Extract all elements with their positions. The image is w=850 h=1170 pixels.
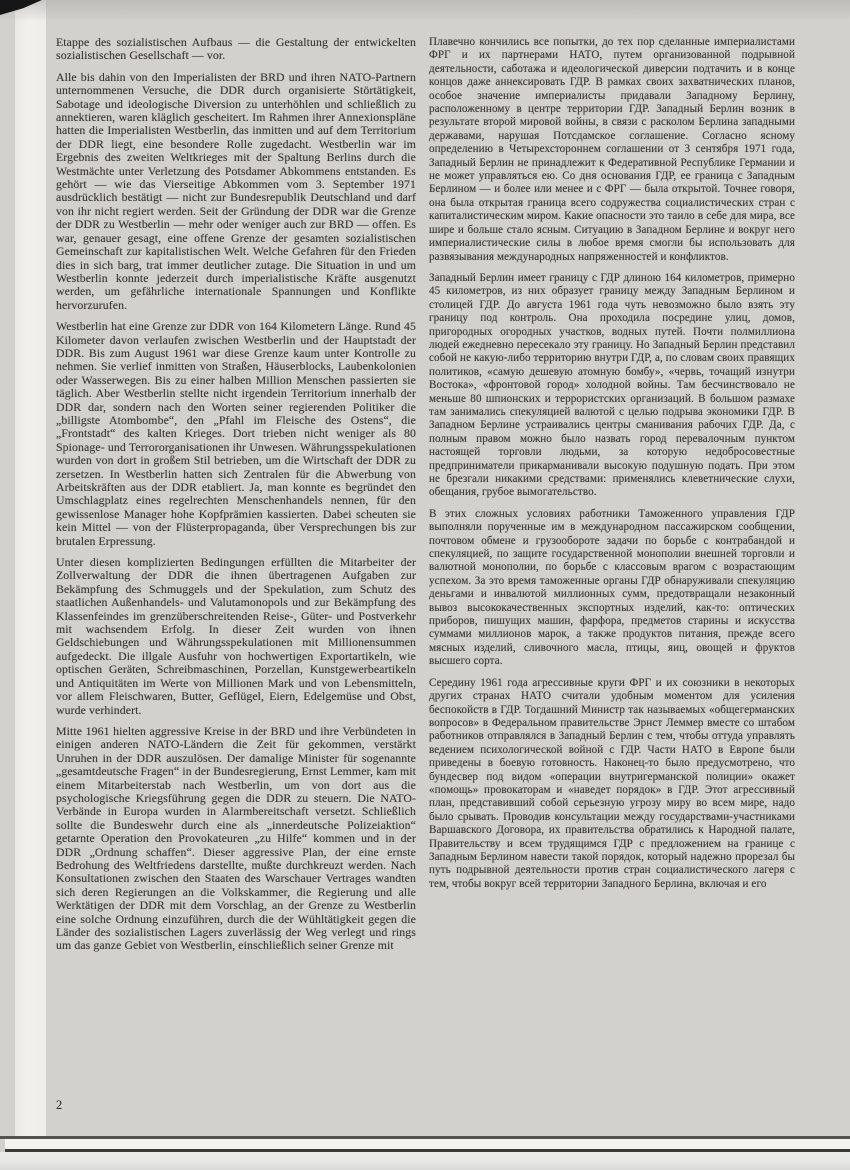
russian-paragraph: Западный Берлин имеет границу с ГДР длиною 164 километров, примерно 45 километров, из них образует границу между Западным Берлином и столицей ГДР. До августа 1961 года чуть невозможно было взять эту границу под контроль. Она проходила посредине улиц, домов, пригородных огородных участков, водных путей. Почти полмиллиона людей ежедневно пересекало эту границу. Но Западный Берлин представил собой не какую-либо территорию внутри ГДР, а, по словам своих правящих политиков, «самую дешевую атомную бомбу», «червь, точащий изнутри Востока», «фронтовой город» холодной войны. Там бесчинствовало не меньше 80 шпионских и террористских организаций. В большом размахе там занимались спекуляцией валютой с целью подрыва экономики ГДР. В Западном Берлине устраивались центры сманивания рабочих ГДР. Да, с полным правом можно было назвать город перевалочным пунктом настоящей торговли людьми, за которую недобросовестные предприниматели прикарманивали высокую подушную подать. При этом не брезгали никакими средствами: применялись клеветнические слухи, обещания, грубое вымогательство. [429, 271, 795, 499]
german-paragraph: Unter diesen komplizierten Bedingungen erfüllten die Mitarbeiter der Zollverwaltung der DDR die ihnen übertragenen Aufgaben zur Bekämpfung des Schmuggels und der Spekulation, zum Schutz des staatlichen Außenhandels- und Valutamonopols und zur Bekämpfung des Klassenfeindes im grenzüberschreitenden Reise-, Güter- und Postverkehr mit wachsendem Erfolg. In dieser Zeit wurden von ihnen Geldschiebungen und Währungsspekulationen mit Millionensummen aufgedeckt. Die illgale Ausfuhr von hochwertigen Exportartikeln, wie optischen Geräten, Schreibmaschinen, Porzellan, Kunstgewerbeartikeln und Antiquitäten im Werte von Millionen Mark und von Lebensmitteln, vor allem Fleischwaren, Butter, Geflügel, Eiern, Edelgemüse und Obst, wurde verhindert. [56, 555, 416, 717]
russian-paragraph: В этих сложных условиях работники Таможенного управления ГДР выполняли порученные им в международном пассажирском сообщении, почтовом обмене и грузообороте задачи по борьбе с контрабандой и спекуляцией, по защите государственной монополии внешней торговли и валютной монополии, по борьбе с классовым врагом с возрастающим успехом. За это время таможенные органы ГДР обнаруживали спекуляцию деньгами и инвалютой миллионных сумм, предотвращали незаконный вывоз высококачественных экспортных изделий, как-то: оптических приборов, пишущих машин, фарфора, предметов старины и искусства суммами миллионов марок, а также продуктов питания, прежде всего мясных изделий, сливочного масла, птицы, яиц, овощей и фруктов высшего сорта. [429, 507, 795, 668]
russian-paragraph: Плавечно кончились все попытки, до тех пор сделанные империалистами ФРГ и их партнерами НАТО, путем организованной подрывной деятельности, саботажа и идеологической диверсии подтачить и в конце концов даже аннексировать ГДР. В рамках своих захватнических планов, особое значение империалисты придавали Западному Берлину, расположенному в центре территории ГДР. Западный Берлин возник в результате второй мировой войны, в связи с расколом Берлина западными державами, нарушая Потсдамское соглашение. Согласно ясному определению в Четырехстороннем соглашении от 3 сентября 1971 года, Западный Берлин не принадлежит к Федеративной Республике Германии и не может управляться ею. Со дня основания ГДР, ее граница с Западным Берлином — и более или менее и с ФРГ — была открытой. Точнее говоря, она была открытая граница всего содружества социалистических стран с капиталистическим миром. Какие опасности это таило в себе для мира, все шире и больше стало ясным. Ситуацию в Западном Берлине и вокруг него империалистические силы в любое время смогли бы использовать для развязывания международных напряженностей и конфликтов. [429, 36, 795, 263]
scan-background [0, 1152, 850, 1170]
underlying-page-edge [15, 0, 46, 1150]
underlying-pages-edge [5, 1139, 850, 1152]
german-paragraph: Westberlin hat eine Grenze zur DDR von 164 Kilometern Länge. Rund 45 Kilometer davon verlaufen zwischen Westberlin und der Hauptstadt der DDR. Bis zum August 1961 war diese Grenze kaum unter Kontrolle zu nehmen. Sie verlief inmitten von Straßen, Häuserblocks, Laubenkolonien oder Wasserwegen. Bis zu einer halben Million Menschen passierten sie täglich. Aber Westberlin stellte nicht irgendein Territorium innerhalb der DDR dar, sondern nach den Worten seiner regierenden Politiker die „billigste Atombombe“, den „Pfahl im Fleische des Ostens“, die „Frontstadt“ des kalten Krieges. Dort trieben nicht weniger als 80 Spionage- und Terrororganisationen ihr Unwesen. Währungsspekulationen wurden von dort in großem Stil betrieben, um die Wirtschaft der DDR zu zersetzen. In Westberlin hatten sich Zentralen für die Abwerbung von Arbeitskräften aus der DDR etabliert. Ja, man konnte es begründet den Umschlagplatz eines regelrechten Menschenhandels nennen, für den gewissenlose Manager hohe Kopfprämien kassierten. Dabei scheuten sie kein Mittel — von der Flüsterpropaganda, über Versprechungen bis zur brutalen Erpressung. [56, 319, 416, 548]
german-paragraph: Mitte 1961 hielten aggressive Kreise in der BRD und ihre Verbündeten in einigen anderen NATO-Ländern die Zeit für gekommen, verstärkt Unruhen in der DDR auszulösen. Der damalige Minister für sogenannte „gesamtdeutsche Fragen“ in der Bundesregierung, Ernst Lemmer, kam mit einem Mitarbeiterstab nach Westberlin, um von dort aus die psychologische Kriegsführung gegen die DDR zu steuern. Die NATO-Verbände in Europa wurden in Alarmbereitschaft versetzt. Schließlich sollte die Bundeswehr durch eine als „innerdeutsche Polizeiaktion“ getarnte Operation den Provokateuren „zu Hilfe“ kommen und in der DDR „Ordnung schaffen“. Dieser aggressive Plan, der eine ernste Bedrohung des Weltfriedens darstellte, mußte durchkreuzt werden. Nach Konsultationen zwischen den Staaten des Warschauer Vertrages wandten sich deren Regierungen an die Volkskammer, die Regierung und alle Werktätigen der DDR mit dem Vorschlag, an der Grenze zu Westberlin eine solche Ordnung einzuführen, durch die der Wühltätigkeit gegen die Länder des sozialistischen Lagers zuverlässig der Weg verlegt und rings um das ganze Gebiet von Westberlin, einschließlich seiner Grenze mit [56, 723, 416, 953]
page-number: 2 [56, 1098, 63, 1112]
german-paragraph: Alle bis dahin von den Imperialisten der BRD und ihren NATO-Partnern unternommenen Versuche, die DDR durch organisierte Störtätigkeit, Sabotage und ideologische Diversion zu unterhöhlen und schließlich zu annektieren, waren kläglich gescheitert. Im Rahmen ihrer Annexionspläne hatten die Imperialisten Westberlin, das inmitten und auf dem Territorium der DDR liegt, eine besondere Rolle zugedacht. Westberlin war im Ergebnis des zweiten Weltkrieges mit der Spaltung Berlins durch die Westmächte unter Verletzung des Potsdamer Abkommens entstanden. Es gehört — wie das Vierseitige Abkommen vom 3. September 1971 ausdrücklich bestätigt — nicht zur Bundesrepublik Deutschland und darf von ihr nicht regiert werden. Seit der Gründung der DDR war die Grenze der DDR zu Westberlin — mehr oder weniger auch zur BRD — offen. Es war, genauer gesagt, eine offene Grenze der gesamten sozialistischen Gemeinschaft zur kapitalistischen Welt. Welche Gefahren für den Frieden dies in sich barg, trat immer deutlicher zutage. Die Situation in und um Westberlin konnte jederzeit durch imperialistische Kräfte ausgenutzt werden, um gefährliche internationale Spannungen und Konflikte hervorzurufen. [56, 69, 416, 312]
german-text-column [56, 36, 416, 961]
russian-text-column [429, 36, 795, 899]
russian-paragraph: Середину 1961 года агрессивные круги ФРГ и их союзники в некоторых других странах НАТО считали удобным моментом для усиления беспокойств в ГДР. Тогдашний Министр так называемых «общегерманских вопросов» в Федеральном правительстве Эрнст Леммер вместе со штабом работников отправлялся в Западный Берлин с тем, чтобы оттуда управлять ведением психологической войной с ГДР. Части НАТО в Европе были приведены в боевую готовность. Наконец-то было предусмотрено, что бундесвер под видом «операции внутригерманской полиции» окажет «помощь» провокаторам и «наведет порядок» в ГДР. Этот агрессивный план, представивший собой серьезную угрозу миру во всем мире, надо было срывать. Проводив консультации между государствами-участниками Варшавского Договора, их правительства обратились к Народной палате, Правительству и всем трудящимся ГДР с предложением на границе с Западным Берлином навести такой порядок, который надежно прорезал бы путь подрывной деятельности против стран социалистического лагеря с тем, чтобы вокруг всей территории Западного Берлина, включая и его [429, 676, 795, 890]
german-paragraph: Etappe des sozialistischen Aufbaus — die Gestaltung der entwickelten sozialistischen Gesellschaft — vor. [56, 35, 416, 63]
